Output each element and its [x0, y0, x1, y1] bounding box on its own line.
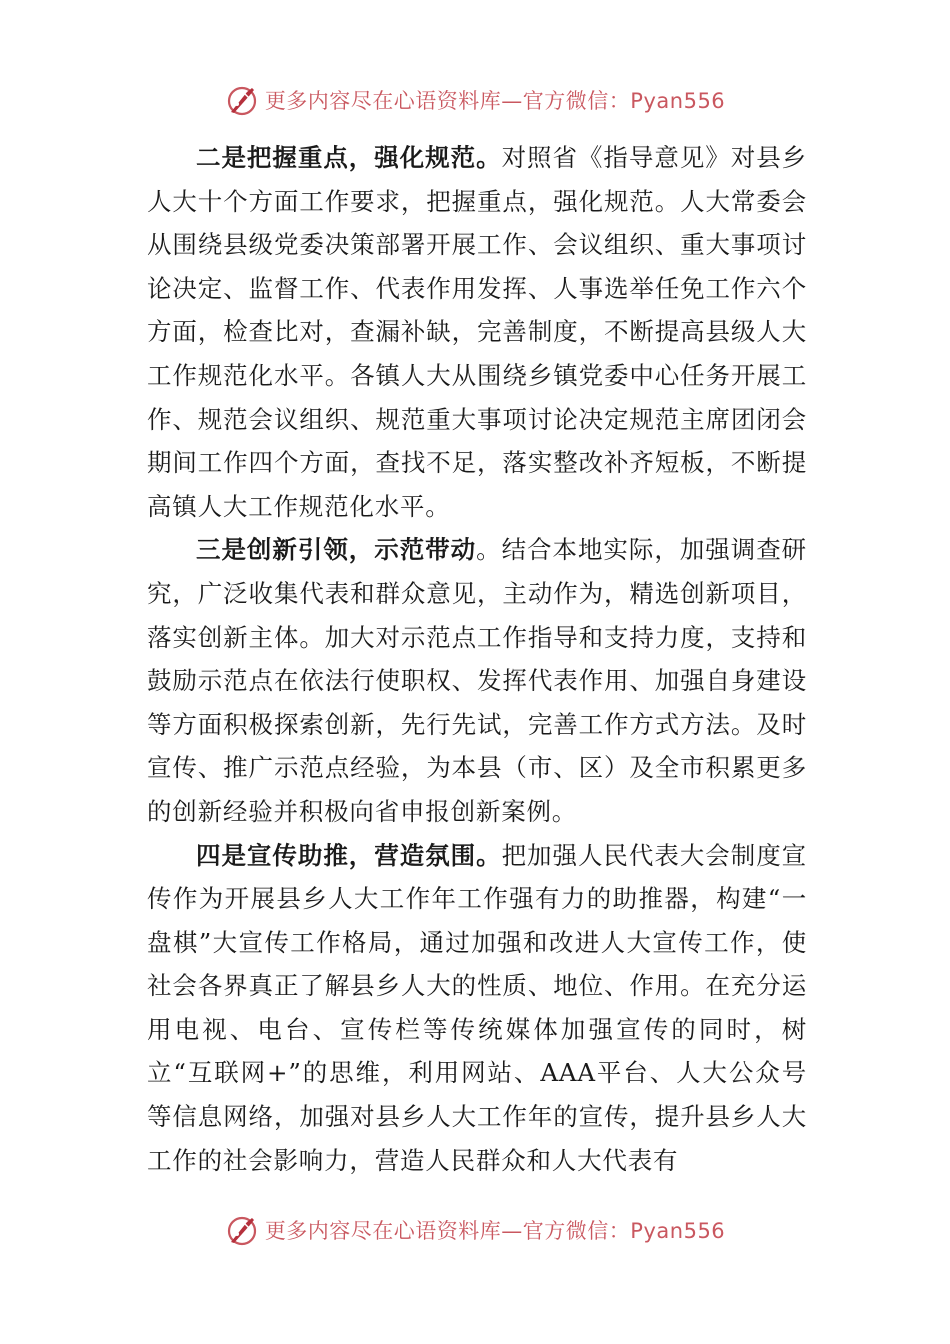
paragraph-lead: 三是创新引领，示范带动	[196, 535, 477, 565]
paragraph-text: 。结合本地实际，加强调查研究，广泛收集代表和群众意见，主动作为，精选创新项目，落实创新主体。加大对示范点工作指导和支持力度，支持和鼓励示范点在依法行使职权、发挥代表作用、加强自身建设等方面积极探索创新，先行先试，完善工作方式方法。及时宣传、推广示范点经验，为本县（市、区）及全市积累更多的创新经验并积极向省申报创新案例。	[147, 535, 807, 826]
header-banner	[0, 80, 950, 120]
footer-banner	[0, 1210, 950, 1250]
paragraph-publicity	[147, 834, 807, 1183]
paragraph-text: 对照省《指导意见》对县乡人大十个方面工作要求，把握重点，强化规范。人大常委会从围绕县级党委决策部署开展工作、会议组织、重大事项讨论决定、监督工作、代表作用发挥、人事选举任免工作六个方面，检查比对，查漏补缺，完善制度，不断提高县级人大工作规范化水平。各镇人大从围绕乡镇党委中心任务开展工作、规范会议组织、规范重大事项讨论决定规范主席团闭会期间工作四个方面，查找不足，落实整改补齐短板，不断提高镇人大工作规范化水平。	[147, 143, 807, 521]
footer-banner-text: 更多内容尽在心语资料库—官方微信：Pyan556	[264, 1219, 726, 1243]
paragraph-focus-standardize	[147, 136, 807, 528]
pen-nib-logo-icon	[225, 82, 261, 118]
paragraph-innovation-demonstration	[147, 528, 807, 833]
header-banner-text: 更多内容尽在心语资料库—官方微信：Pyan556	[264, 89, 726, 113]
document-body	[147, 136, 807, 1182]
paragraph-lead: 四是宣传助推，营造氛围。	[196, 840, 502, 870]
pen-nib-logo-icon	[225, 1212, 261, 1248]
paragraph-lead: 二是把握重点，强化规范。	[196, 143, 502, 172]
paragraph-text: 把加强人民代表大会制度宣传作为开展县乡人大工作年工作强有力的助推器，构建“一盘棋”大宣传工作格局，通过加强和改进人大宣传工作，使社会各界真正了解县乡人大的性质、地位、作用。在充分运用电视、电台、宣传栏等传统媒体加强宣传的同时，树立“互联网+”的思维，利用网站、AAA平台、人大公众号等信息网络，加强对县乡人大工作年的宣传，提升县乡人大工作的社会影响力，营造人民群众和人大代表有	[147, 840, 807, 1175]
